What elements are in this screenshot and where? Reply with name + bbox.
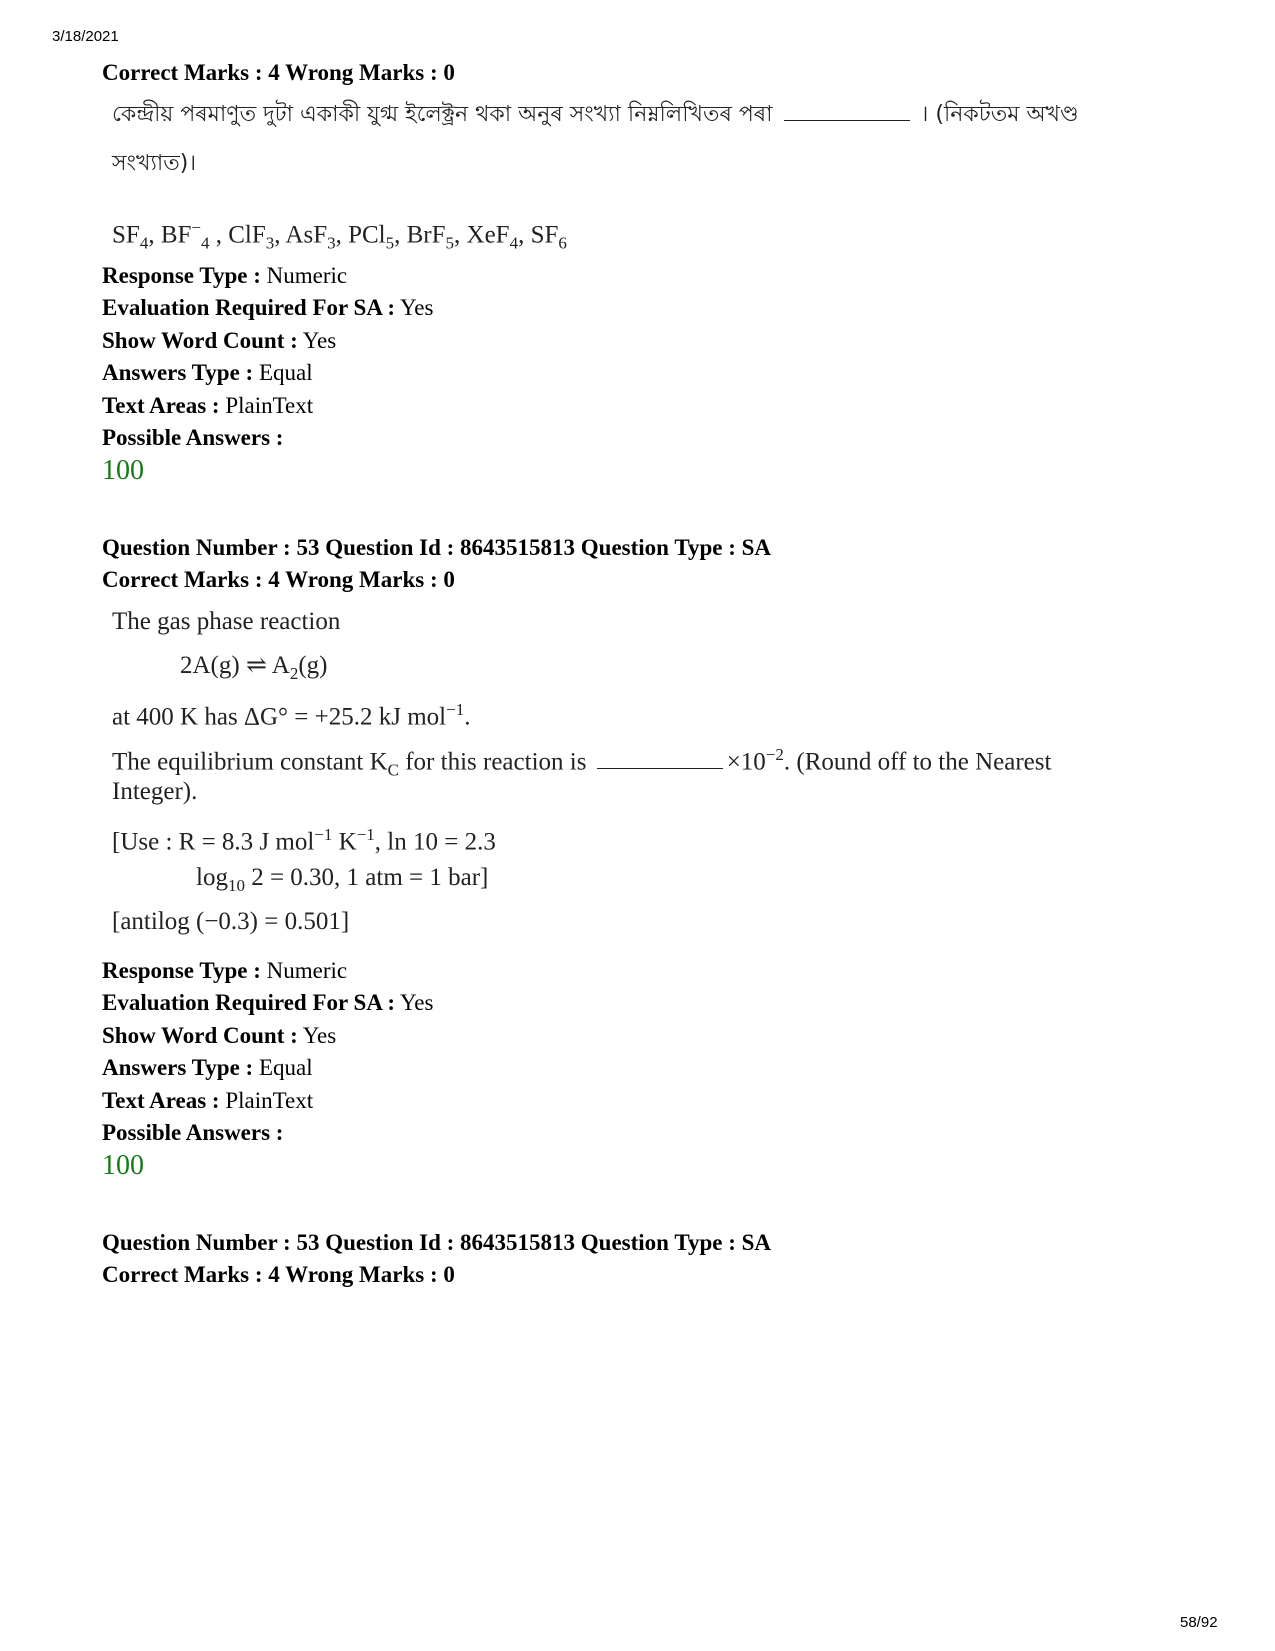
- question-id: Question Id : 8643515813: [325, 535, 576, 560]
- field-line: [102, 1021, 336, 1051]
- wrong-marks: Wrong Marks : 0: [285, 60, 455, 85]
- question-number: Question Number : 53: [102, 1230, 320, 1255]
- answer-blank: [597, 748, 723, 769]
- molecule-formula: XeF: [466, 221, 510, 249]
- molecule-formula: BrF: [406, 221, 446, 249]
- field-value: Equal: [258, 1055, 313, 1081]
- kc-line: The equilibrium constant $K_C$ for this reaction is $\times 10^{-2}$. (Round off to the Nearest: [112, 745, 1052, 780]
- print-date: 3/18/2021: [52, 28, 119, 45]
- field-label: Response Type :: [102, 263, 261, 288]
- correct-marks: Correct Marks : 4: [102, 567, 280, 592]
- wrong-marks: Wrong Marks : 0: [285, 567, 455, 592]
- field-line: [102, 1118, 283, 1148]
- delta-g-line: at 400 K has ΔG° = +25.2 kJ mol$^{-1}$.: [112, 700, 471, 731]
- wrong-marks: Wrong Marks : 0: [285, 1262, 455, 1287]
- kc-line-2: Integer).: [112, 778, 198, 805]
- marks-line: [102, 565, 455, 595]
- field-label: Text Areas :: [102, 392, 220, 418]
- field-value: Yes: [302, 327, 337, 353]
- field-label: Show Word Count :: [102, 327, 298, 353]
- question-id: Question Id : 8643515813: [325, 1230, 576, 1255]
- log-constants-line: $\log_{10} 2 = 0.30$, 1 atm = 1 bar]: [196, 864, 489, 895]
- field-line: [102, 423, 283, 453]
- reaction-equation: 2A(g) ⇌ $A_2(g)$: [180, 652, 328, 683]
- molecule-formula: SF: [112, 221, 140, 249]
- field-line: [102, 1053, 313, 1083]
- question-type: Question Type : SA: [580, 535, 772, 560]
- marks-line: [102, 1260, 455, 1290]
- field-line: [102, 293, 433, 323]
- field-label: Possible Answers :: [102, 425, 284, 450]
- field-label: Show Word Count :: [102, 1022, 298, 1048]
- molecule-formula: AsF: [285, 221, 328, 249]
- field-value: PlainText: [225, 392, 314, 418]
- correct-marks: Correct Marks : 4: [102, 1262, 280, 1287]
- question-text-line2: সংখ্যাত)।: [112, 151, 197, 176]
- correct-marks: Correct Marks : 4: [102, 60, 280, 85]
- field-label: Answers Type :: [102, 360, 254, 386]
- field-value: Numeric: [266, 263, 348, 288]
- possible-answer: 100: [102, 1150, 144, 1181]
- field-value: Numeric: [266, 958, 348, 983]
- molecule-formula: PCl: [348, 221, 386, 249]
- field-label: Evaluation Required For SA :: [102, 990, 396, 1016]
- field-label: Text Areas :: [102, 1087, 220, 1113]
- field-line: [102, 326, 336, 356]
- molecule-formula: SF: [530, 221, 559, 249]
- question-intro: The gas phase reaction: [112, 608, 341, 635]
- marks-line: [102, 58, 455, 88]
- field-label: Answers Type :: [102, 1055, 254, 1081]
- field-label: Response Type :: [102, 958, 261, 983]
- field-label: Evaluation Required For SA :: [102, 295, 396, 321]
- question-text-line1: কেন্দ্ৰীয় পৰমাণুত দুটা একাকী যুগ্ম ইলেক্ট্ৰন থকা অনুৰ সংখ্যা নিম্নলিখিতৰ পৰা । (নিকটতম অখণ্ড: [112, 102, 1079, 127]
- field-line: [102, 358, 313, 388]
- field-value: Yes: [400, 295, 434, 321]
- field-value: Yes: [302, 1022, 337, 1048]
- field-value: PlainText: [225, 1087, 314, 1113]
- field-line: [102, 391, 313, 421]
- field-value: Yes: [400, 990, 434, 1016]
- answer-blank: [784, 100, 910, 121]
- field-line: [102, 1086, 313, 1116]
- field-line: [102, 261, 347, 291]
- question-number: Question Number : 53: [102, 535, 320, 560]
- field-line: [102, 988, 433, 1018]
- field-line: [102, 956, 347, 986]
- question-header: [102, 533, 771, 563]
- field-value: Equal: [258, 360, 313, 386]
- molecule-formula: BF: [160, 221, 192, 249]
- field-label: Possible Answers :: [102, 1120, 284, 1145]
- question-type: Question Type : SA: [580, 1230, 772, 1255]
- molecule-formula: ClF: [228, 221, 266, 249]
- molecule-list: $SF_4$, $BF^-_4$ , ClF$_3$, AsF$_3$, PCl$_5$, BrF$_5$, XeF$_4$, $SF_6$: [112, 218, 567, 253]
- antilog-line: [antilog (−0.3) = 0.501]: [112, 908, 350, 935]
- question-header: [102, 1228, 771, 1258]
- possible-answer: 100: [102, 455, 144, 486]
- page-number: 58/92: [1180, 1614, 1218, 1631]
- use-constants-line: [Use : R = 8.3 J mol$^{-1}$ $K^{-1}$, ln 10 = 2.3: [112, 825, 496, 856]
